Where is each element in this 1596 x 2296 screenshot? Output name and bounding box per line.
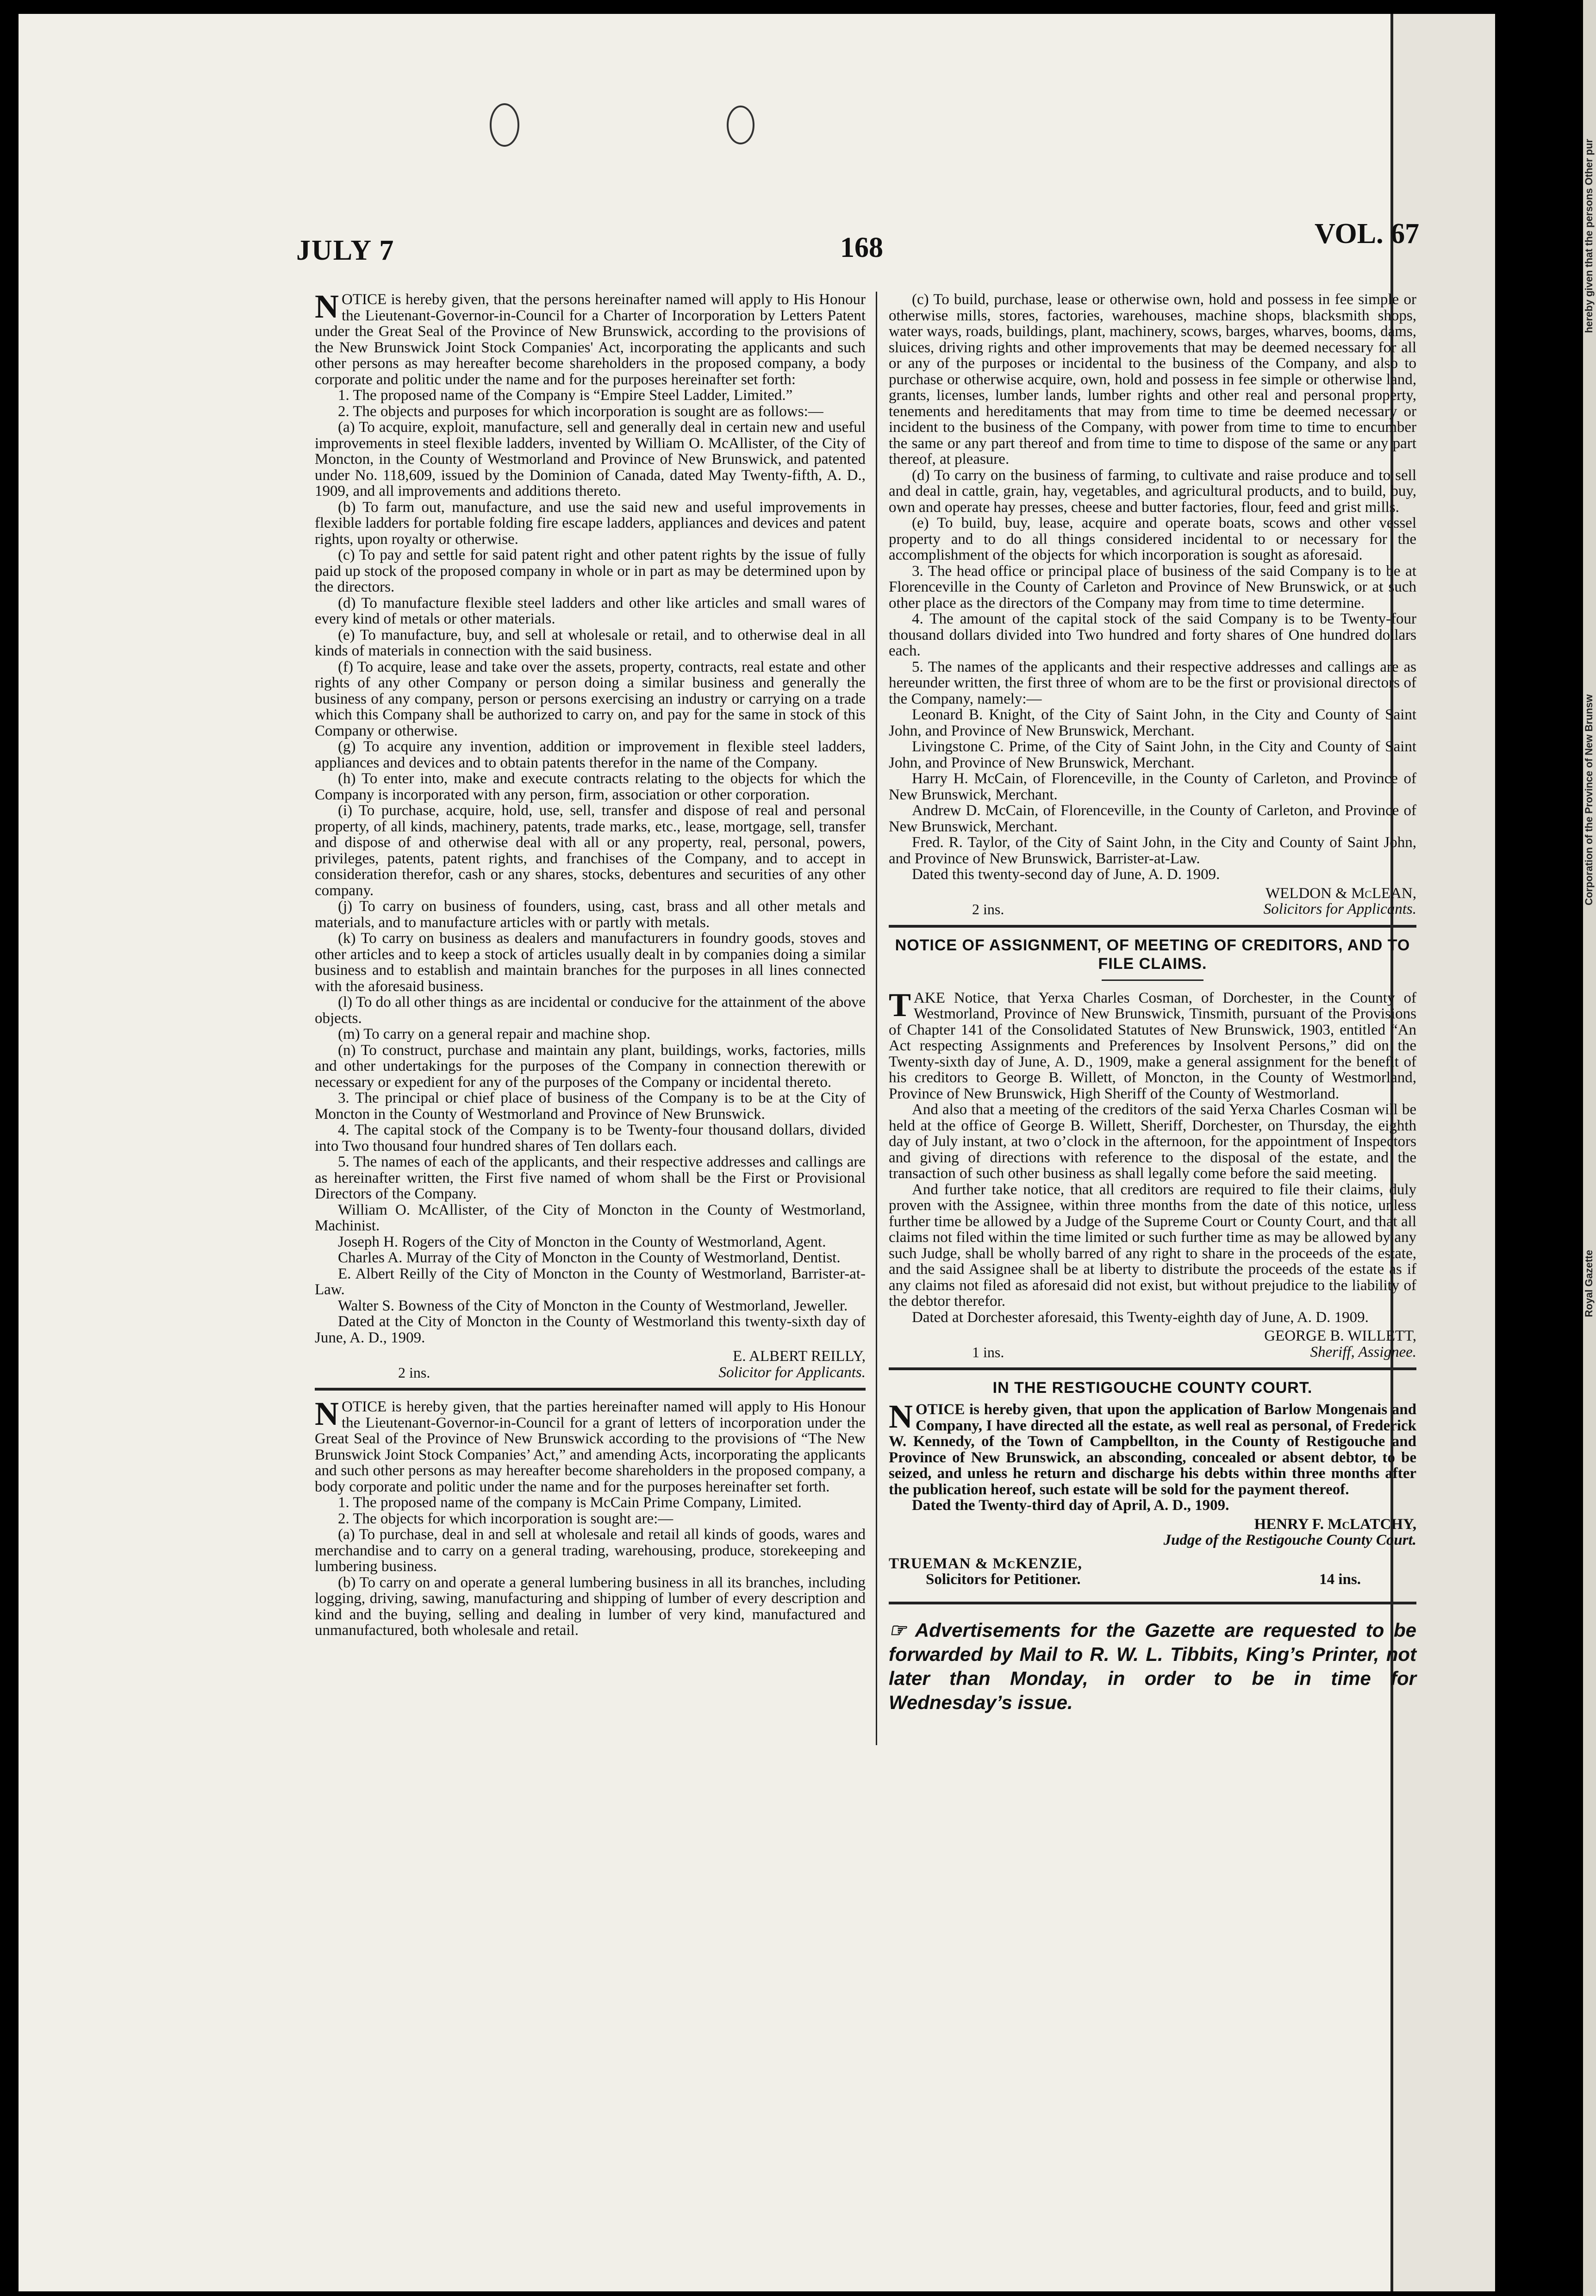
title-rule	[1102, 980, 1203, 981]
header-volume: VOL. 67	[1315, 218, 1420, 250]
notice-paragraph: 4. The amount of the capital stock of the said Company is to be Twenty-four thousand dollars divided into Two hundred and forty shares of One hundred dollars each.	[889, 611, 1416, 659]
notice-paragraph: Dated this twenty-second day of June, A. D. 1909.	[912, 866, 1220, 883]
notice-paragraph: Fred. R. Taylor, of the City of Saint John, in the City and County of Saint John, and Province of New Brunswick, Barrister-at-Law.	[889, 834, 1416, 867]
notice-paragraph: 3. The head office or principal place of business of the said Company is to be at Florenceville in the County of Carleton and Province of New Brunswick, or at such other place as the directors of the Company may from time to time determine.	[889, 562, 1416, 611]
notice-paragraph: (f) To acquire, lease and take over the assets, property, contracts, real estate and other rights of any other Company or person doing a similar business and generally the business of any company, person or persons exercising an industry or carrying on a trade which this Company shall be authorized to carry on, and pay for the same in stock of this Company or otherwise.	[315, 658, 866, 739]
notice-paragraph: 3. The principal or chief place of business of the Company is to be at the City of Moncton in the County of Westmorland and Province of New Brunswick.	[315, 1090, 866, 1123]
notice-mccain-continued	[889, 292, 1416, 917]
edge-text: Corporation of the Province of New Brunsw	[1583, 694, 1595, 905]
notice-paragraph: Dated at the City of Moncton in the County of Westmorland this twenty-sixth day of June, A. D., 1909.	[315, 1313, 866, 1346]
notice-paragraph: (e) To build, buy, lease, acquire and operate boats, scows and other vessel property and to do all things considered incidental to or necessary for the accomplishment of the objects for which incorporation is sought as aforesaid.	[889, 515, 1416, 563]
notice-paragraph: (g) To acquire any invention, addition or improvement in flexible steel ladders, appliances and devices and to obtain patents therefor in the name of the Company.	[315, 738, 866, 771]
notice-paragraph: Walter S. Bowness of the City of Moncton in the County of Westmorland, Jeweller.	[338, 1297, 848, 1314]
advertisement-notice: ☞ Advertisements for the Gazette are requested to be forwarded by Mail to R. W. L. Tibbits, King’s Printer, not later than Monday, in order to be in time for Wednesday’s issue.	[889, 1619, 1416, 1713]
notice-paragraph: AKE Notice, that Yerxa Charles Cosman, of Dorchester, in the County of Westmorland, Province of New Brunswick, Tinsmith, pursuant of the Provisions of Chapter 141 of the Consolidated Statutes of New Brunswick, 1903, entitled “An Act respecting Assignments and Preferences by Insolvent Persons,” did on the Twenty-sixth day of June, A. D., 1909, make a general assignment for the benefit of his creditors to George B. Willett, of Moncton, in the County of Westmorland, Province of New Brunswick, High Sheriff of the County of Westmorland.	[889, 989, 1416, 1102]
signature-name: WELDON & McLEAN,	[1265, 885, 1416, 902]
notice-paragraph: (a) To purchase, deal in and sell at wholesale and retail all kinds of goods, wares and merchandise and to carry on a general trading, warehousing, produce, storekeeping and lumbering business.	[315, 1526, 866, 1575]
left-column	[315, 288, 866, 1639]
notice-restigouche	[889, 1379, 1416, 1588]
signature-name: GEORGE B. WILLETT,	[1264, 1328, 1416, 1344]
drop-cap: N	[315, 1395, 339, 1432]
notice-paragraph: (h) To enter into, make and execute contracts relating to the objects for which the Company is incorporated with any person, firm, association or other corporation.	[315, 770, 866, 803]
signature-title: Sheriff, Assignee.	[1310, 1343, 1416, 1360]
section-divider	[889, 925, 1416, 928]
section-title: IN THE RESTIGOUCHE COUNTY COURT.	[992, 1379, 1313, 1397]
notice-paragraph: Leonard B. Knight, of the City of Saint John, in the City and County of Saint John, and Province of New Brunswick, Merchant.	[889, 706, 1416, 739]
notice-paragraph: (e) To manufacture, buy, and sell at wholesale or retail, and to otherwise deal in all kinds of materials in connection with the said business.	[315, 626, 866, 659]
edge-text: hereby given that the persons Other pur	[1583, 139, 1595, 333]
notice-paragraph: And also that a meeting of the creditors of the said Yerxa Charles Cosman will be held at the office of George B. Willett, Sheriff, Dorchester, on Thursday, the eighth day of July instant, at two o’clock in the afternoon, for the appointment of Inspectors and giving of directions with reference to the disposal of the estate, and the transaction of such other business as shall legally come before the said meeting.	[889, 1101, 1416, 1182]
notice-paragraph: Livingstone C. Prime, of the City of Saint John, in the City and County of Saint John, and Province of New Brunswick, Merchant.	[889, 738, 1416, 771]
notice-paragraph: 1. The proposed name of the Company is “Empire Steel Ladder, Limited.”	[338, 387, 793, 404]
notice-paragraph: (i) To purchase, acquire, hold, use, sell, transfer and dispose of real and personal property, of all kinds, machinery, patents, trade marks, etc., lease, mortgage, sell, transfer and dispose of and otherwise deal with all or any property, real, personal, powers, privileges, patents, patent rights, and franchises of the Company, and to accept in consideration therefor, cash or any shares, stocks, debentures and securities of any other company.	[315, 802, 866, 899]
right-column	[889, 292, 1416, 1715]
signature-title: Solicitor for Applicants.	[718, 1364, 866, 1381]
insertion-count: 1 ins.	[972, 1343, 1004, 1360]
notice-paragraph: 5. The names of each of the applicants, and their respective addresses and callings are as hereinafter written, the First five named of whom shall be the First or Provisional Directors of the Company.	[315, 1154, 866, 1202]
notice-paragraph: 5. The names of the applicants and their respective addresses and callings are as hereunder written, the first three of whom are to be the first or provisional directors of the Company, namely:—	[889, 658, 1416, 707]
drop-cap: T	[889, 986, 911, 1023]
notice-mccain-prime	[315, 1395, 866, 1639]
drop-cap: N	[889, 1398, 913, 1435]
notice-empire-steel-ladder	[315, 288, 866, 1381]
notice-paragraph: (l) To do all other things as are incidental or conducive for the attainment of the above objects.	[315, 994, 866, 1027]
notice-paragraph: (c) To pay and settle for said patent right and other patent rights by the issue of fully paid up stock of the proposed company in whole or in part as may be determined upon by the directors.	[315, 547, 866, 595]
page-edge-strip	[1583, 0, 1596, 2296]
section-divider	[889, 1367, 1416, 1370]
notice-paragraph: And further take notice, that all creditors are required to file their claims, duly proven with the Assignee, within three months from the date of this notice, unless further time be allowed by a Judge of the Supreme Court or County Court, and that all claims not filed within the time limited or such further time as may be allowed by any such Judge, shall be wholly barred of any right to share in the proceeds of the estate, and the said Assignee shall be at liberty to distribute the proceeds of the estate as if any claims not filed as aforesaid did not exist, but without prejudice to the liability of the debtor therefor.	[889, 1181, 1416, 1310]
notice-paragraph: (b) To carry on and operate a general lumbering business in all its branches, including logging, driving, sawing, manufacturing and shipping of lumber of every description and kind and the buying, selling and dealing in lumber of very kind, manufactured and unmanufactured, both wholesale and retail.	[315, 1574, 866, 1639]
notice-paragraph: (c) To build, purchase, lease or otherwise own, hold and possess in fee simple or otherwise mills, stores, factories, warehouses, machine shops, blacksmith shops, water ways, roads, buildings, plant, machinery, scows, barges, wharves, booms, dams, sluices, driving rights and other improvements that may be deemed necessary for all or any of the purposes or incidental to the business of the Company, and also to purchase or otherwise acquire, own, hold and possess in fee simple or otherwise land, grants, licenses, lumber lands, lumber rights and other real and personal property, tenements and hereditaments that may from time to time be deemed necessary or incident to the business of the Company, with power from time to time to encumber the same or any part thereof and from time to time to dispose of the same or any part thereof, at pleasure.	[889, 291, 1416, 468]
notice-paragraph: 2. The objects and purposes for which incorporation is sought are as follows:—	[338, 403, 823, 420]
insertion-count: 14 ins.	[1319, 1571, 1361, 1588]
notice-paragraph: (d) To carry on the business of farming, to cultivate and raise produce and to sell and deal in cattle, grain, hay, vegetables, and agricultural products, and to build, buy, own and operate hay presses, cheese and butter factories, flour, feed and grist mills.	[889, 467, 1416, 516]
section-divider	[889, 1602, 1416, 1604]
notice-paragraph: Dated at Dorchester aforesaid, this Twenty-eighth day of June, A. D. 1909.	[912, 1309, 1369, 1326]
notice-paragraph: (a) To acquire, exploit, manufacture, sell and generally deal in certain new and useful improvements in steel flexible ladders, invented by William O. McAllister, of the City of Moncton, in the County of Westmorland and Province of New Brunswick, and patented under No. 118,609, issued by the Dominion of Canada, dated May Twenty-fifth, A. D., 1909, and all improvements and additions thereto.	[315, 419, 866, 499]
notice-paragraph: Charles A. Murray of the City of Moncton in the County of Westmorland, Dentist.	[338, 1249, 841, 1266]
header-date: JULY 7	[296, 235, 395, 266]
notice-paragraph: E. Albert Reilly of the City of Moncton in the County of Westmorland, Barrister-at-Law.	[315, 1265, 866, 1298]
firm-title: Solicitors for Petitioner.	[926, 1571, 1081, 1588]
section-divider	[315, 1388, 866, 1391]
notice-paragraph: William O. McAllister, of the City of Moncton in the County of Westmorland, Machinist.	[315, 1201, 866, 1234]
notice-assignment	[889, 936, 1416, 1360]
section-title: NOTICE OF ASSIGNMENT, OF MEETING OF CREDITORS, AND TO FILE CLAIMS.	[895, 936, 1410, 973]
edge-text: Royal Gazette	[1583, 1250, 1595, 1317]
notice-paragraph: (n) To construct, purchase and maintain any plant, buildings, works, factories, mills and other undertakings for the purposes of the Company in connection therewith or necessary or expedient for any of the purposes of the Company or incidental thereto.	[315, 1042, 866, 1091]
notice-paragraph: 1. The proposed name of the company is McCain Prime Company, Limited.	[338, 1494, 802, 1511]
notice-paragraph: OTICE is hereby given, that the persons hereinafter named will apply to His Honour the Lieutenant-Governor-in-Council for a Charter of Incorporation by Letters Patent under the Great Seal of the Province of New Brunswick, according to the provisions of the New Brunswick Joint Stock Companies' Act, incorporating the applicants and such other persons as may hereafter become shareholders in the proposed company, a body corporate and politic under the name and for the purposes hereinafter set forth:	[315, 291, 866, 388]
notice-paragraph: Joseph H. Rogers of the City of Moncton in the County of Westmorland, Agent.	[338, 1233, 826, 1250]
signature-title: Solicitors for Applicants.	[1263, 901, 1416, 917]
column-divider	[876, 292, 877, 1745]
notice-paragraph: (m) To carry on a general repair and machine shop.	[338, 1026, 651, 1042]
drop-cap: N	[315, 288, 339, 325]
notice-paragraph: (d) To manufacture flexible steel ladders and other like articles and small wares of every kind of metals or other materials.	[315, 594, 866, 627]
notice-paragraph: (k) To carry on business as dealers and manufacturers in foundry goods, stoves and other articles and to keep a stock of articles usually dealt in by companies doing a similar business and to establish and maintain branches for the purposes in all lines connected with the aforesaid business.	[315, 930, 866, 995]
insertion-count: 2 ins.	[398, 1364, 430, 1381]
header-page-number: 168	[840, 232, 883, 263]
paper-blemishes	[19, 14, 1495, 199]
notice-paragraph: 2. The objects for which incorporation is sought are:—	[338, 1510, 673, 1527]
notice-paragraph: (j) To carry on business of founders, using, cast, brass and all other metals and materials, and to manufacture articles with or partly with metals.	[315, 898, 866, 931]
firm-name: TRUEMAN & McKENZIE,	[889, 1555, 1082, 1572]
signature-name: HENRY F. McLATCHY,	[1254, 1516, 1416, 1533]
insertion-count: 2 ins.	[972, 901, 1004, 917]
signature-title: Judge of the Restigouche County Court.	[1163, 1532, 1416, 1548]
notice-paragraph: Dated the Twenty-third day of April, A. D., 1909.	[912, 1497, 1229, 1514]
signature-name: E. ALBERT REILLY,	[733, 1348, 866, 1365]
notice-paragraph: Andrew D. McCain, of Florenceville, in the County of Carleton, and Province of New Brunswick, Merchant.	[889, 802, 1416, 835]
notice-paragraph: OTICE is hereby given, that the parties hereinafter named will apply to His Honour the Lieutenant-Governor-in-Council for a grant of letters of incorporation under the Great Seal of the Province of New Brunswick according to the provisions of “The New Brunswick Joint Stock Companies’ Act,” and amending Acts, incorporating the applicants and such other persons as may hereafter become shareholders in the proposed company, a body corporate and politic under the name and for the purposes hereinafter set forth.	[315, 1398, 866, 1495]
notice-paragraph: (b) To farm out, manufacture, and use the said new and useful improvements in flexible ladders for portable folding fire escape ladders, appliances and devices and patent rights, upon royalty or otherwise.	[315, 499, 866, 548]
newspaper-page	[19, 14, 1495, 2291]
page-header	[19, 213, 1430, 268]
notice-paragraph: 4. The capital stock of the Company is to be Twenty-four thousand dollars, divided into Two thousand four hundred shares of Ten dollars each.	[315, 1122, 866, 1154]
notice-paragraph: OTICE is hereby given, that upon the application of Barlow Mongenais and Company, I have directed all the estate, as well real as personal, of Frederick W. Kennedy, of the Town of Campbellton, in the County of Restigouche and Province of New Brunswick, an absconding, concealed or absent debtor, to be seized, and unless he return and discharge his debts within three months after the publication hereof, such estate will be sold for the payment thereof.	[889, 1401, 1416, 1498]
notice-paragraph: Harry H. McCain, of Florenceville, in the County of Carleton, and Province of New Brunswick, Merchant.	[889, 770, 1416, 803]
